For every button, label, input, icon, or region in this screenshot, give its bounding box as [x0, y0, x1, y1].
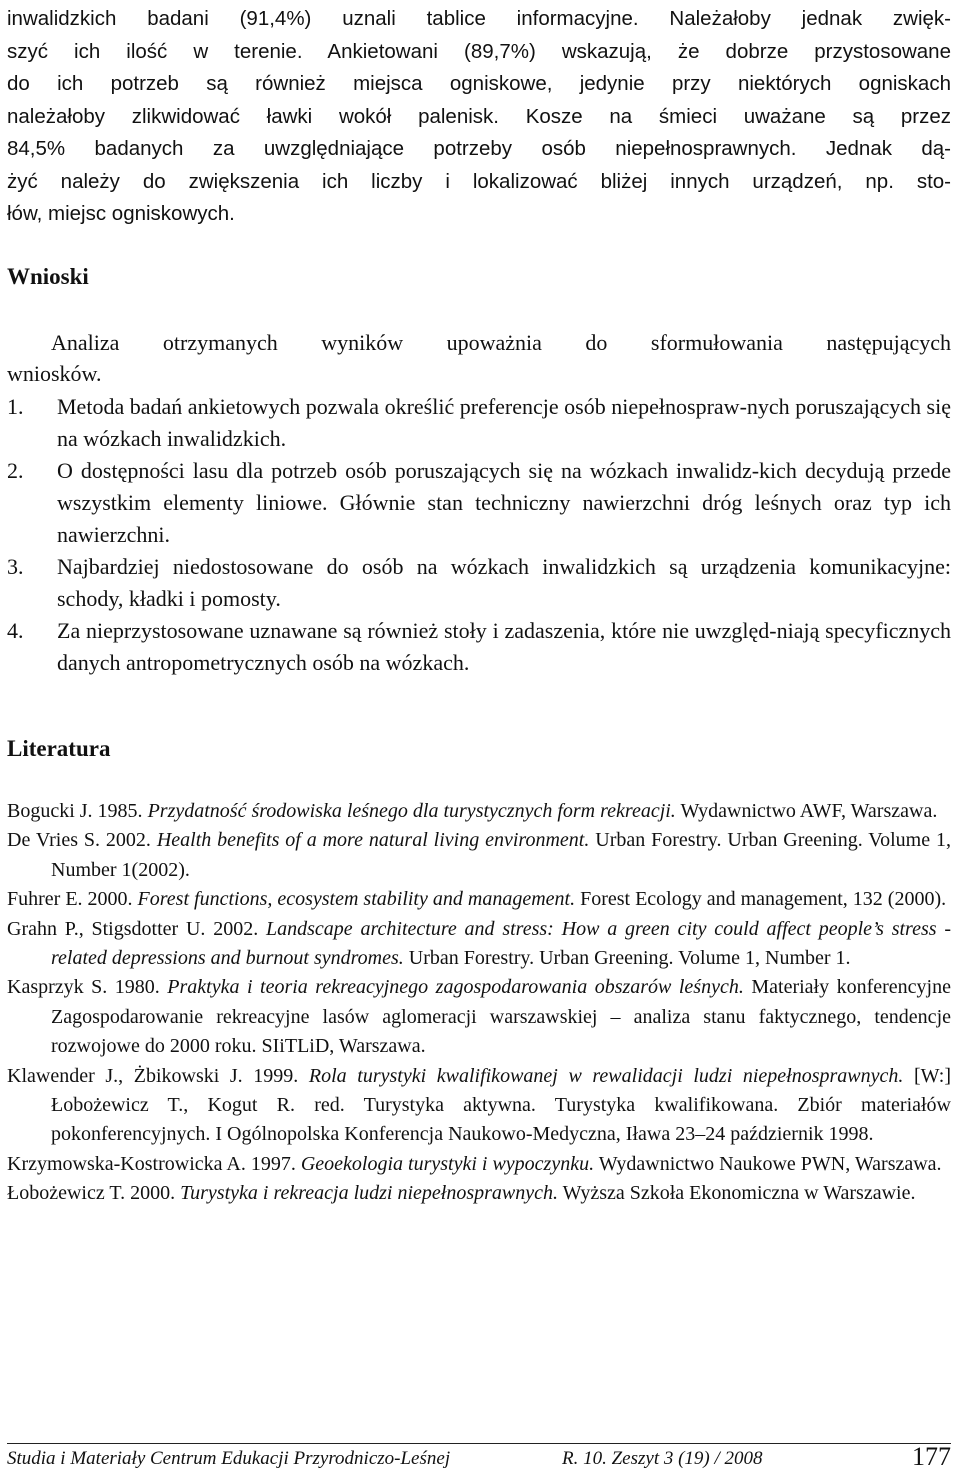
reference-publisher: Forest Ecology and management, 132 (2000).: [575, 888, 947, 911]
page-footer: [7, 1443, 951, 1471]
conclusion-text: Najbardziej niedostosowane do osób na wózkach inwalidzkich są urządzenia komunikacyjne: schody, kładki i pomosty.: [57, 554, 951, 611]
text-line: wniosków.: [7, 361, 102, 386]
conclusions-list: [7, 391, 951, 679]
reference-entry: [7, 826, 951, 885]
text-line: łów, miejsc ogniskowych.: [7, 202, 235, 225]
conclusion-text: Za nieprzystosowane uznawane są również stoły i zadaszenia, które nie uwzględ-niają specyficznych danych antropometrycznych osób na wózkach.: [57, 618, 951, 675]
reference-title: Rola turystyki kwalifikowanej w rewalidacji ludzi niepełnosprawnych.: [308, 1064, 904, 1087]
section-heading-conclusions: Wnioski: [7, 264, 89, 289]
conclusion-number: 3.: [7, 554, 24, 579]
text-line: do ich potrzeb są również miejsca ogniskowe, jedynie przy niektórych ogniskach: [7, 72, 951, 95]
conclusion-text: Metoda badań ankietowych pozwala określić preferencje osób niepełnospraw-nych poruszających się na wózkach inwalidzkich.: [57, 394, 951, 451]
reference-list: [7, 797, 951, 1209]
footer-rule: [7, 1443, 951, 1444]
text-line: 84,5% badanych za uwzględniające potrzeby osób niepełnosprawnych. Jednak dą-: [7, 137, 951, 160]
reference-title: Geoekologia turystyki i wypoczynku.: [300, 1152, 595, 1175]
reference-title: Praktyka i teoria rekreacyjnego zagospodarowania obszarów leśnych.: [167, 976, 744, 999]
conclusion-text: O dostępności lasu dla potrzeb osób poruszających się na wózkach inwalidz-kich decydują przede wszystkim elementy liniowe. Głównie stan techniczny nawierzchni dróg leśnych oraz typ ich nawierzchni.: [57, 458, 951, 547]
conclusion-item: [7, 455, 951, 551]
reference-entry: [7, 1150, 951, 1179]
footer-issue: R. 10. Zeszyt 3 (19) / 2008: [562, 1448, 763, 1469]
footer-journal-name: Studia i Materiały Centrum Edukacji Przyrodniczo-Leśnej: [7, 1448, 451, 1469]
reference-entry: [7, 1179, 951, 1208]
reference-author: Grahn P., Stigsdotter U. 2002.: [7, 917, 267, 940]
reference-author: Fuhrer E. 2000.: [7, 888, 138, 911]
section-heading-literature: Literatura: [7, 736, 111, 761]
conclusion-number: 4.: [7, 618, 24, 643]
conclusion-number: 2.: [7, 458, 24, 483]
text-line: Analiza otrzymanych wyników upoważnia do sformułowania następujących: [51, 330, 951, 355]
page-number: 177: [912, 1442, 951, 1471]
reference-publisher: Wyższa Szkoła Ekonomiczna w Warszawie.: [558, 1182, 916, 1205]
reference-author: Krzymowska-Kostrowicka A. 1997.: [7, 1152, 301, 1175]
body-paragraph: [7, 3, 951, 231]
reference-publisher: Wydawnictwo Naukowe PWN, Warszawa.: [594, 1152, 942, 1175]
reference-title: Turystyka i rekreacja ludzi niepełnosprawnych.: [180, 1182, 559, 1205]
reference-entry: [7, 1062, 951, 1150]
reference-entry: [7, 973, 951, 1061]
reference-entry: [7, 915, 951, 974]
text-line: inwalidzkich badani (91,4%) uznali tablice informacyjne. Należałoby jednak zwięk-: [7, 7, 951, 30]
text-line: szyć ich ilość w terenie. Ankietowani (89,7%) wskazują, że dobrze przystosowane: [7, 39, 951, 63]
reference-author: Bogucki J. 1985.: [7, 800, 148, 822]
conclusion-item: [7, 551, 951, 615]
reference-author: Kasprzyk S. 1980.: [7, 976, 168, 999]
reference-author: Łobożewicz T. 2000.: [7, 1182, 181, 1205]
reference-title: Landscape architecture and stress: How a green city could affect people’s stress -related depressions and burnout syndromes.: [51, 917, 952, 970]
text-line: żyć należy do zwiększenia ich liczby i lokalizować bliżej innych urządzeń, np. sto-: [7, 169, 951, 193]
reference-entry: [7, 885, 951, 914]
reference-author: Klawender J., Żbikowski J. 1999.: [7, 1064, 309, 1087]
conclusions-intro: [7, 327, 951, 389]
reference-entry: [7, 797, 951, 826]
reference-publisher: [W:] Łobożewicz T., Kogut R. red. Turystyka aktywna. Turystyka kwalifikowana. Zbiór materiałów pokonferencyjnych. I Ogólnopolska Konferencja Naukowo-Medyczna, Iława 23–24 październik 1998.: [51, 1064, 952, 1146]
text-line: należałoby zlikwidować ławki wokół palenisk. Kosze na śmieci uważane są przez: [7, 104, 951, 128]
reference-title: Przydatność środowiska leśnego dla turystycznych form rekreacji.: [147, 800, 676, 822]
reference-publisher: Wydawnictwo AWF, Warszawa.: [675, 800, 938, 822]
conclusion-item: [7, 391, 951, 455]
reference-author: De Vries S. 2002.: [7, 829, 157, 852]
reference-publisher: Materiały konferencyjne Zagospodarowanie rekreacyjne lasów aglomeracji warszawskiej – analiza stanu faktycznego, tendencje rozwojowe do 2000 roku. SIiTLiD, Warszawa.: [51, 976, 951, 1058]
reference-publisher: Urban Forestry. Urban Greening. Volume 1, Number 1(2002).: [51, 829, 951, 881]
conclusion-item: [7, 615, 951, 679]
reference-title: Health benefits of a more natural living environment.: [156, 829, 590, 852]
conclusion-number: 1.: [7, 394, 24, 419]
reference-publisher: Urban Forestry. Urban Greening. Volume 1, Number 1.: [403, 947, 851, 970]
reference-title: Forest functions, ecosystem stability and management.: [137, 888, 576, 911]
